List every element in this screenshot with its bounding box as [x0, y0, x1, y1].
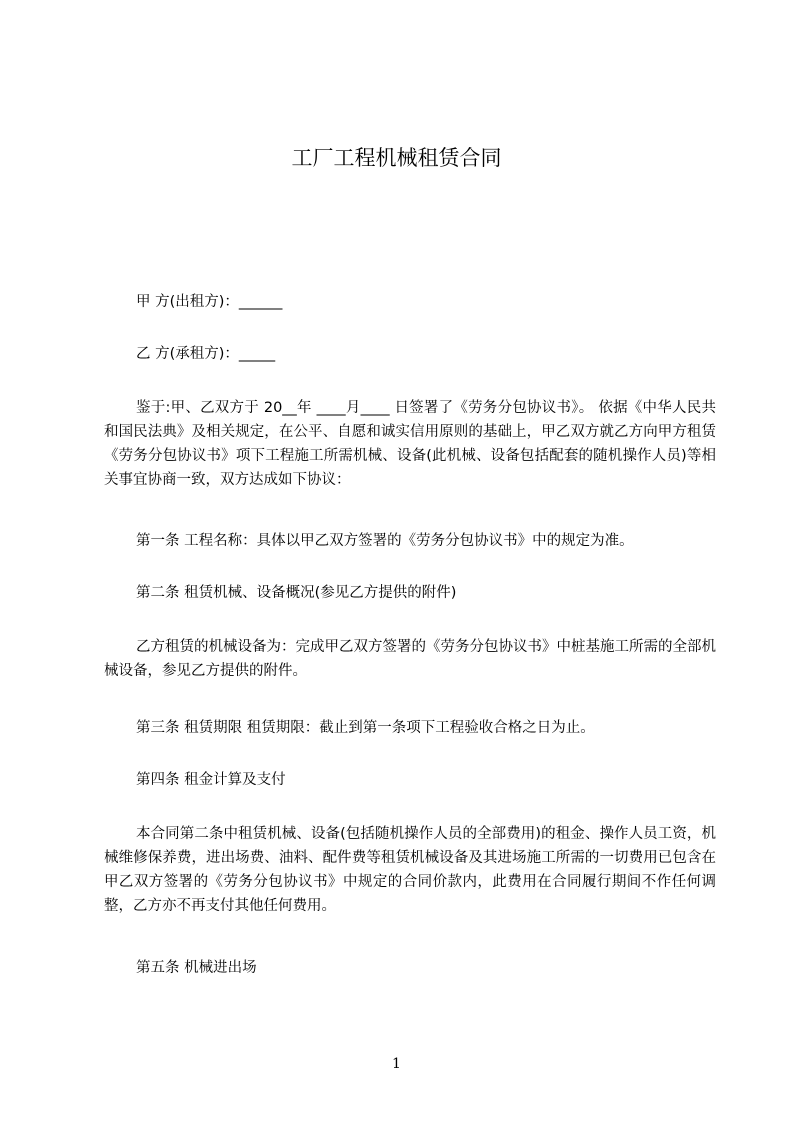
- page-number: 1: [392, 1056, 401, 1072]
- article-1: 第一条 工程名称：具体以甲乙双方签署的《劳务分包协议书》中的规定为准。: [136, 533, 634, 549]
- document-title: 工厂工程机械租赁合同: [291, 146, 502, 170]
- article-4-heading: 第四条 租金计算及支付: [136, 772, 286, 788]
- article-4-body: 本合同第二条中租赁机械、设备(包括随机操作人员的全部费用)的租金、操作人员工资，机械维修保养费，进出场费、油料、配件费等租赁机械设备及其进场施工所需的一切费用已包含在甲乙双方签署的《劳务分包协议书》中规定的合同价款内，此费用在合同履行期间不作任何调整，乙方亦不再支付其他任何费用。: [104, 826, 716, 914]
- article-2-body: 乙方租赁的机械设备为：完成甲乙双方签署的《劳务分包协议书》中桩基施工所需的全部机械设备，参见乙方提供的附件。: [104, 639, 716, 679]
- party-a-line: 甲 方(出租方)：______: [136, 294, 283, 310]
- party-b-line: 乙 方(承租方)：_____: [136, 346, 276, 362]
- article-5-heading: 第五条 机械进出场: [136, 960, 257, 976]
- article-2-heading: 第二条 租赁机械、设备概况(参见乙方提供的附件): [136, 585, 457, 601]
- preamble-paragraph: 鉴于:甲、乙双方于 20__年 ____月____ 日签署了《劳务分包协议书》。 依据《中华人民共和国民法典》及相关规定，在公平、自愿和诚实信用原则的基础上，甲乙双方就乙方向甲方租赁《劳务分包协议书》项下工程施工所需机械、设备(此机械、设备包括配套的随机操作人员)等相关事宜协商一致，双方达成如下协议：: [104, 400, 716, 488]
- article-3: 第三条 租赁期限 租赁期限：截止到第一条项下工程验收合格之日为止。: [136, 720, 595, 736]
